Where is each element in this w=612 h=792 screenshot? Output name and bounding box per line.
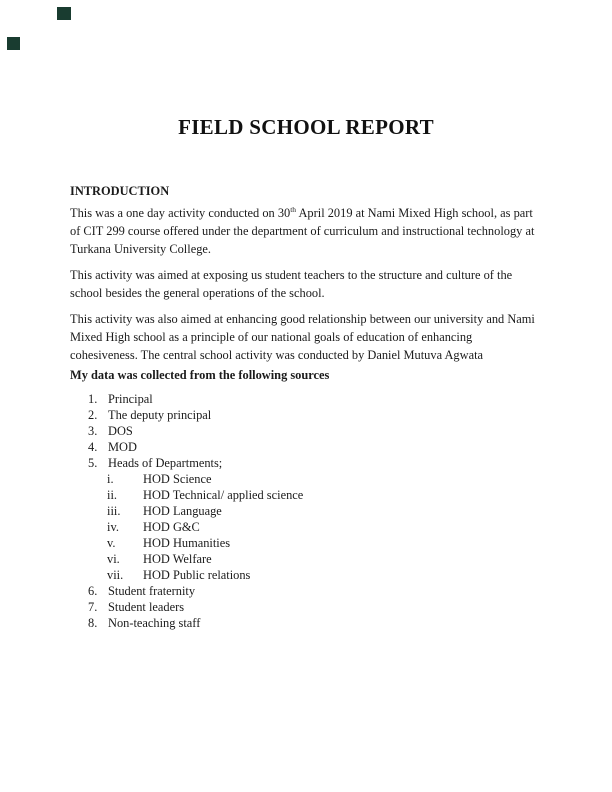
- list-item: [70, 423, 542, 439]
- sub-list-item: [70, 535, 542, 551]
- list-item-label: The deputy principal: [108, 408, 212, 422]
- list-item: [70, 391, 542, 407]
- corner-mark-icon: [7, 37, 20, 50]
- sub-list-item: [70, 551, 542, 567]
- list-item: [70, 439, 542, 455]
- list-item: [70, 455, 542, 471]
- list-item-label: Student fraternity: [108, 584, 196, 598]
- intro-paragraph-2: This activity was aimed at exposing us student teachers to the structure and culture of the school besides the general operations of the school.: [70, 268, 513, 300]
- sub-list-item: [70, 519, 542, 535]
- list-item: [70, 615, 542, 631]
- intro-paragraph-1-text: This was a one day activity conducted on 30: [70, 206, 291, 220]
- intro-paragraph-3: This activity was also aimed at enhancing good relationship between our university and Nami Mixed High school as a principle of our national goals of education of enhancing cohesiveness. The central school activity was conducted by Daniel Mutuva Agwata: [70, 312, 535, 362]
- list-item: [70, 407, 542, 423]
- list-number: 3.: [88, 424, 98, 438]
- list-number: 5.: [88, 456, 98, 470]
- page-title: FIELD SCHOOL REPORT: [178, 115, 434, 139]
- intro-paragraph-1: [70, 204, 542, 258]
- list-number: 7.: [88, 600, 98, 614]
- sub-list-item: [70, 503, 542, 519]
- list-item-label: HOD Language: [143, 504, 222, 518]
- list-item-label: Non-teaching staff: [108, 616, 201, 630]
- sub-list-item: [70, 471, 542, 487]
- corner-mark-icon: [57, 7, 71, 20]
- data-sources-heading: My data was collected from the following sources: [70, 368, 330, 382]
- list-number: 2.: [88, 408, 98, 422]
- sub-list-item: [70, 487, 542, 503]
- list-item-label: MOD: [108, 440, 137, 454]
- list-item-label: HOD G&C: [143, 520, 200, 534]
- list-item-label: HOD Technical/ applied science: [143, 488, 304, 502]
- list-number: 4.: [88, 440, 98, 454]
- list-number: v.: [107, 536, 116, 550]
- list-item-label: HOD Humanities: [143, 536, 231, 550]
- sub-list-item: [70, 567, 542, 583]
- list-number: iii.: [107, 504, 121, 518]
- list-number: 6.: [88, 584, 98, 598]
- list-number: ii.: [107, 488, 117, 502]
- list-item-label: Principal: [108, 392, 153, 406]
- list-number: vii.: [107, 568, 124, 582]
- list-number: vi.: [107, 552, 120, 566]
- list-item: [70, 583, 542, 599]
- intro-paragraph-1-continued: April 2019 at Nami Mixed High school, as part of CIT 299 course offered under the department of curriculum and instructional technology at Turkana University College.: [70, 206, 535, 256]
- list-number: 1.: [88, 392, 98, 406]
- introduction-heading: INTRODUCTION: [70, 184, 170, 198]
- ordinal-superscript: th: [290, 204, 297, 214]
- list-item-label: Student leaders: [108, 600, 185, 614]
- list-item: [70, 599, 542, 615]
- list-number: i.: [107, 472, 114, 486]
- list-number: iv.: [107, 520, 119, 534]
- list-item-label: DOS: [108, 424, 133, 438]
- list-item-label: HOD Science: [143, 472, 212, 486]
- list-item-label: Heads of Departments;: [108, 456, 223, 470]
- list-number: 8.: [88, 616, 98, 630]
- data-sources-list: [70, 391, 542, 631]
- list-item-label: HOD Public relations: [143, 568, 251, 582]
- list-item-label: HOD Welfare: [143, 552, 212, 566]
